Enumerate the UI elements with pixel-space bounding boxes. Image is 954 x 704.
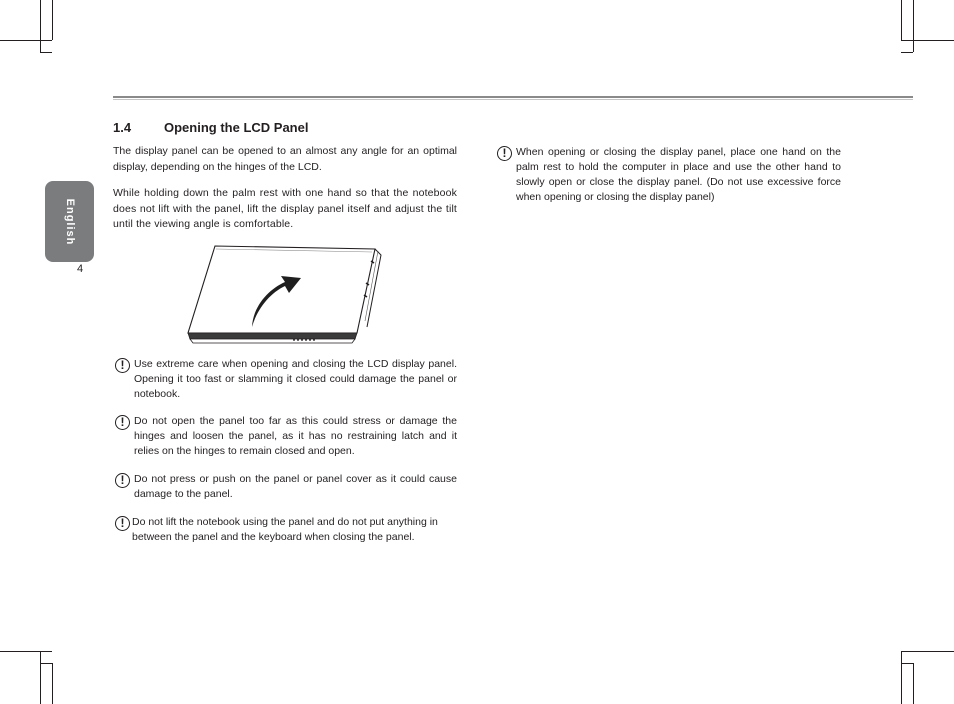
crop-mark [0, 651, 52, 652]
warning-exclamation-icon: ! [115, 516, 130, 531]
page-number: 4 [77, 263, 84, 275]
crop-mark [52, 663, 53, 704]
section-heading [113, 120, 308, 135]
caution-note-text: Use extreme care when opening and closing the LCD display panel. Opening it too fast or slamming it closed could damage the panel or notebook. [134, 358, 457, 400]
section-title: Opening the LCD Panel [164, 120, 309, 135]
caution-note-text: When opening or closing the display panel, place one hand on the palm rest to hold the computer in place and use the other hand to slowly open or close the display panel. (Do not use excessive force when opening or closing the display panel) [516, 146, 841, 203]
caution-note [115, 515, 457, 545]
header-rule [113, 96, 913, 98]
crop-mark [40, 663, 52, 664]
caution-note [497, 145, 841, 205]
warning-exclamation-icon: ! [497, 146, 512, 161]
header-rule-thin [113, 99, 913, 100]
crop-mark [52, 0, 53, 40]
crop-mark [901, 52, 913, 53]
crop-mark [0, 40, 52, 41]
section-number: 1.4 [113, 120, 132, 135]
caution-note [115, 414, 457, 459]
caution-note-text: Do not open the panel too far as this could stress or damage the hinges and loosen the panel, as it has no restraining latch and it relies on the hinges to remain closed and open. [134, 415, 457, 457]
crop-mark [901, 651, 902, 704]
crop-mark [913, 0, 914, 52]
intro-paragraph: The display panel can be opened to an almost any angle for an optimal display, depending on the hinges of the LCD. [113, 145, 457, 173]
warning-exclamation-icon: ! [115, 358, 130, 373]
language-tab [45, 181, 94, 262]
crop-mark [40, 0, 41, 52]
crop-mark [40, 52, 52, 53]
crop-mark [901, 0, 902, 40]
instruction-paragraph: While holding down the palm rest with one hand so that the notebook does not lift with the panel, lift the display panel itself and adjust the tilt until the viewing angle is comfortable. [113, 187, 457, 230]
crop-mark [901, 663, 913, 664]
warning-exclamation-icon: ! [115, 415, 130, 430]
warning-exclamation-icon: ! [115, 473, 130, 488]
language-tab-label: English [63, 198, 76, 245]
caution-note [115, 472, 457, 502]
crop-mark [901, 40, 954, 41]
crop-mark [913, 663, 914, 704]
crop-mark [901, 651, 954, 652]
caution-note [115, 357, 457, 402]
caution-note-text: Do not press or push on the panel or panel cover as it could cause damage to the panel. [134, 473, 457, 500]
caution-note-text: Do not lift the notebook using the panel and do not put anything in between the panel and the keyboard when closing the panel. [132, 516, 438, 543]
notebook-lid-opening-illustration [185, 243, 385, 348]
crop-mark [40, 651, 41, 704]
